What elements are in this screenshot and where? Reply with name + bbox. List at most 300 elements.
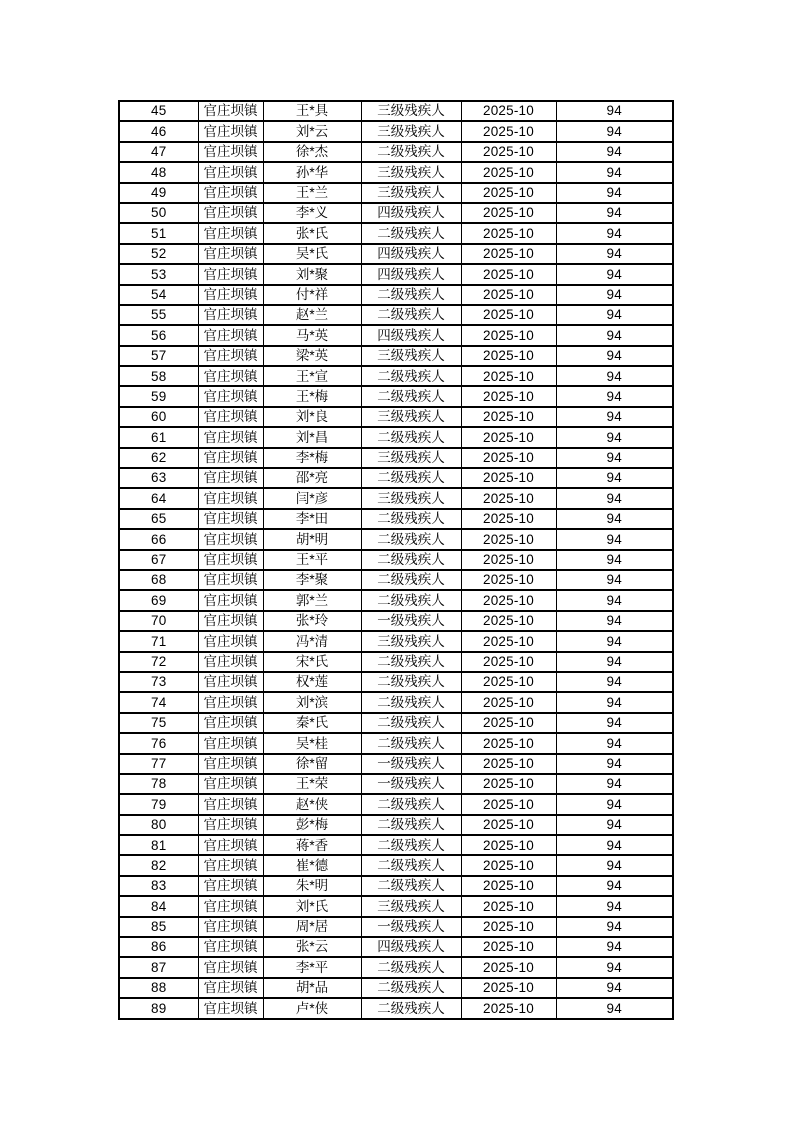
table-row <box>119 590 673 610</box>
cell-town: 官庄坝镇 <box>198 978 263 998</box>
cell-month: 2025-10 <box>461 386 556 406</box>
cell-sequence-number: 49 <box>119 183 198 203</box>
cell-sequence-number: 78 <box>119 774 198 794</box>
cell-town: 官庄坝镇 <box>198 652 263 672</box>
cell-amount: 94 <box>556 611 673 631</box>
cell-person-name: 刘*昌 <box>263 427 361 447</box>
cell-person-name: 李*田 <box>263 509 361 529</box>
subsidy-table <box>118 100 674 1020</box>
cell-sequence-number: 55 <box>119 305 198 325</box>
cell-person-name: 闫*彦 <box>263 488 361 508</box>
cell-amount: 94 <box>556 713 673 733</box>
cell-amount: 94 <box>556 692 673 712</box>
cell-sequence-number: 71 <box>119 631 198 651</box>
cell-disability-level: 二级残疾人 <box>361 998 461 1018</box>
cell-amount: 94 <box>556 203 673 223</box>
cell-month: 2025-10 <box>461 346 556 366</box>
cell-town: 官庄坝镇 <box>198 264 263 284</box>
cell-month: 2025-10 <box>461 815 556 835</box>
cell-town: 官庄坝镇 <box>198 223 263 243</box>
cell-amount: 94 <box>556 896 673 916</box>
cell-disability-level: 二级残疾人 <box>361 509 461 529</box>
cell-sequence-number: 81 <box>119 835 198 855</box>
cell-month: 2025-10 <box>461 611 556 631</box>
cell-month: 2025-10 <box>461 835 556 855</box>
cell-town: 官庄坝镇 <box>198 162 263 182</box>
cell-amount: 94 <box>556 244 673 264</box>
cell-town: 官庄坝镇 <box>198 998 263 1018</box>
cell-sequence-number: 77 <box>119 754 198 774</box>
cell-person-name: 蒋*香 <box>263 835 361 855</box>
cell-sequence-number: 56 <box>119 325 198 345</box>
cell-town: 官庄坝镇 <box>198 692 263 712</box>
cell-person-name: 权*莲 <box>263 672 361 692</box>
cell-person-name: 冯*清 <box>263 631 361 651</box>
cell-amount: 94 <box>556 876 673 896</box>
cell-town: 官庄坝镇 <box>198 855 263 875</box>
cell-disability-level: 三级残疾人 <box>361 183 461 203</box>
cell-disability-level: 二级残疾人 <box>361 672 461 692</box>
cell-amount: 94 <box>556 366 673 386</box>
cell-month: 2025-10 <box>461 672 556 692</box>
cell-month: 2025-10 <box>461 407 556 427</box>
cell-month: 2025-10 <box>461 876 556 896</box>
cell-town: 官庄坝镇 <box>198 427 263 447</box>
cell-sequence-number: 88 <box>119 978 198 998</box>
cell-disability-level: 一级残疾人 <box>361 774 461 794</box>
cell-town: 官庄坝镇 <box>198 590 263 610</box>
cell-disability-level: 四级残疾人 <box>361 203 461 223</box>
cell-month: 2025-10 <box>461 366 556 386</box>
table-row <box>119 631 673 651</box>
cell-person-name: 徐*留 <box>263 754 361 774</box>
cell-month: 2025-10 <box>461 896 556 916</box>
cell-disability-level: 二级残疾人 <box>361 835 461 855</box>
cell-amount: 94 <box>556 774 673 794</box>
table-row <box>119 611 673 631</box>
cell-person-name: 梁*英 <box>263 346 361 366</box>
cell-disability-level: 一级残疾人 <box>361 917 461 937</box>
cell-disability-level: 二级残疾人 <box>361 713 461 733</box>
cell-sequence-number: 74 <box>119 692 198 712</box>
cell-person-name: 周*居 <box>263 917 361 937</box>
cell-person-name: 赵*兰 <box>263 305 361 325</box>
cell-month: 2025-10 <box>461 285 556 305</box>
cell-person-name: 王*平 <box>263 550 361 570</box>
cell-disability-level: 三级残疾人 <box>361 346 461 366</box>
table-row <box>119 386 673 406</box>
cell-town: 官庄坝镇 <box>198 386 263 406</box>
table-row <box>119 121 673 141</box>
cell-sequence-number: 64 <box>119 488 198 508</box>
cell-month: 2025-10 <box>461 754 556 774</box>
cell-town: 官庄坝镇 <box>198 957 263 977</box>
cell-sequence-number: 46 <box>119 121 198 141</box>
cell-town: 官庄坝镇 <box>198 835 263 855</box>
cell-amount: 94 <box>556 407 673 427</box>
cell-sequence-number: 58 <box>119 366 198 386</box>
cell-town: 官庄坝镇 <box>198 713 263 733</box>
table-row <box>119 570 673 590</box>
cell-town: 官庄坝镇 <box>198 937 263 957</box>
table-row <box>119 264 673 284</box>
cell-disability-level: 二级残疾人 <box>361 529 461 549</box>
cell-disability-level: 二级残疾人 <box>361 427 461 447</box>
cell-disability-level: 二级残疾人 <box>361 794 461 814</box>
cell-month: 2025-10 <box>461 223 556 243</box>
cell-amount: 94 <box>556 346 673 366</box>
cell-amount: 94 <box>556 448 673 468</box>
cell-amount: 94 <box>556 815 673 835</box>
table-row <box>119 427 673 447</box>
cell-disability-level: 二级残疾人 <box>361 285 461 305</box>
table-row <box>119 774 673 794</box>
cell-month: 2025-10 <box>461 488 556 508</box>
cell-amount: 94 <box>556 631 673 651</box>
cell-month: 2025-10 <box>461 550 556 570</box>
cell-month: 2025-10 <box>461 590 556 610</box>
cell-month: 2025-10 <box>461 305 556 325</box>
cell-disability-level: 四级残疾人 <box>361 244 461 264</box>
cell-disability-level: 二级残疾人 <box>361 652 461 672</box>
cell-person-name: 张*玲 <box>263 611 361 631</box>
table-row <box>119 448 673 468</box>
cell-sequence-number: 60 <box>119 407 198 427</box>
cell-amount: 94 <box>556 917 673 937</box>
cell-amount: 94 <box>556 509 673 529</box>
cell-disability-level: 二级残疾人 <box>361 590 461 610</box>
cell-sequence-number: 68 <box>119 570 198 590</box>
cell-amount: 94 <box>556 305 673 325</box>
table-row <box>119 937 673 957</box>
cell-person-name: 刘*聚 <box>263 264 361 284</box>
table-row <box>119 957 673 977</box>
cell-town: 官庄坝镇 <box>198 285 263 305</box>
cell-town: 官庄坝镇 <box>198 407 263 427</box>
cell-month: 2025-10 <box>461 652 556 672</box>
cell-town: 官庄坝镇 <box>198 346 263 366</box>
cell-sequence-number: 83 <box>119 876 198 896</box>
table-row <box>119 183 673 203</box>
cell-month: 2025-10 <box>461 121 556 141</box>
cell-person-name: 王*梅 <box>263 386 361 406</box>
cell-sequence-number: 52 <box>119 244 198 264</box>
table-row <box>119 305 673 325</box>
table-row <box>119 488 673 508</box>
table-body <box>119 101 673 1019</box>
cell-person-name: 朱*明 <box>263 876 361 896</box>
cell-amount: 94 <box>556 855 673 875</box>
cell-amount: 94 <box>556 121 673 141</box>
cell-person-name: 邵*亮 <box>263 468 361 488</box>
cell-disability-level: 三级残疾人 <box>361 448 461 468</box>
cell-town: 官庄坝镇 <box>198 529 263 549</box>
table-row <box>119 325 673 345</box>
cell-town: 官庄坝镇 <box>198 203 263 223</box>
cell-sequence-number: 66 <box>119 529 198 549</box>
table-row <box>119 652 673 672</box>
cell-month: 2025-10 <box>461 468 556 488</box>
cell-town: 官庄坝镇 <box>198 754 263 774</box>
cell-amount: 94 <box>556 835 673 855</box>
cell-amount: 94 <box>556 529 673 549</box>
cell-town: 官庄坝镇 <box>198 794 263 814</box>
cell-disability-level: 四级残疾人 <box>361 264 461 284</box>
cell-disability-level: 二级残疾人 <box>361 550 461 570</box>
table-row <box>119 407 673 427</box>
cell-month: 2025-10 <box>461 733 556 753</box>
cell-disability-level: 二级残疾人 <box>361 570 461 590</box>
cell-disability-level: 一级残疾人 <box>361 611 461 631</box>
table-row <box>119 815 673 835</box>
table-row <box>119 529 673 549</box>
cell-amount: 94 <box>556 794 673 814</box>
cell-town: 官庄坝镇 <box>198 244 263 264</box>
cell-town: 官庄坝镇 <box>198 142 263 162</box>
cell-town: 官庄坝镇 <box>198 815 263 835</box>
table-row <box>119 896 673 916</box>
cell-sequence-number: 48 <box>119 162 198 182</box>
cell-amount: 94 <box>556 978 673 998</box>
cell-disability-level: 一级残疾人 <box>361 754 461 774</box>
cell-sequence-number: 87 <box>119 957 198 977</box>
cell-person-name: 李*聚 <box>263 570 361 590</box>
cell-person-name: 刘*良 <box>263 407 361 427</box>
cell-sequence-number: 72 <box>119 652 198 672</box>
cell-amount: 94 <box>556 142 673 162</box>
cell-month: 2025-10 <box>461 957 556 977</box>
cell-month: 2025-10 <box>461 917 556 937</box>
cell-disability-level: 二级残疾人 <box>361 366 461 386</box>
cell-month: 2025-10 <box>461 774 556 794</box>
cell-month: 2025-10 <box>461 427 556 447</box>
cell-sequence-number: 50 <box>119 203 198 223</box>
cell-amount: 94 <box>556 101 673 121</box>
cell-town: 官庄坝镇 <box>198 183 263 203</box>
cell-person-name: 崔*德 <box>263 855 361 875</box>
cell-month: 2025-10 <box>461 448 556 468</box>
cell-disability-level: 三级残疾人 <box>361 896 461 916</box>
cell-town: 官庄坝镇 <box>198 611 263 631</box>
cell-amount: 94 <box>556 998 673 1018</box>
cell-person-name: 王*兰 <box>263 183 361 203</box>
cell-month: 2025-10 <box>461 264 556 284</box>
cell-amount: 94 <box>556 427 673 447</box>
table-row <box>119 346 673 366</box>
cell-person-name: 马*英 <box>263 325 361 345</box>
cell-amount: 94 <box>556 957 673 977</box>
cell-person-name: 卢*侠 <box>263 998 361 1018</box>
cell-town: 官庄坝镇 <box>198 101 263 121</box>
cell-amount: 94 <box>556 285 673 305</box>
table-row <box>119 101 673 121</box>
cell-month: 2025-10 <box>461 162 556 182</box>
cell-amount: 94 <box>556 223 673 243</box>
cell-sequence-number: 54 <box>119 285 198 305</box>
cell-sequence-number: 80 <box>119 815 198 835</box>
cell-amount: 94 <box>556 264 673 284</box>
cell-disability-level: 三级残疾人 <box>361 631 461 651</box>
cell-person-name: 刘*氏 <box>263 896 361 916</box>
cell-disability-level: 二级残疾人 <box>361 978 461 998</box>
cell-person-name: 王*荣 <box>263 774 361 794</box>
cell-sequence-number: 61 <box>119 427 198 447</box>
cell-disability-level: 四级残疾人 <box>361 325 461 345</box>
table-row <box>119 203 673 223</box>
cell-month: 2025-10 <box>461 713 556 733</box>
table-row <box>119 876 673 896</box>
cell-person-name: 刘*滨 <box>263 692 361 712</box>
cell-person-name: 秦*氏 <box>263 713 361 733</box>
cell-disability-level: 二级残疾人 <box>361 733 461 753</box>
table-row <box>119 509 673 529</box>
cell-sequence-number: 79 <box>119 794 198 814</box>
cell-disability-level: 二级残疾人 <box>361 815 461 835</box>
table-row <box>119 244 673 264</box>
table-row <box>119 285 673 305</box>
table-row <box>119 754 673 774</box>
cell-town: 官庄坝镇 <box>198 509 263 529</box>
table-row <box>119 855 673 875</box>
cell-person-name: 赵*侠 <box>263 794 361 814</box>
cell-sequence-number: 86 <box>119 937 198 957</box>
cell-person-name: 徐*杰 <box>263 142 361 162</box>
table-row <box>119 733 673 753</box>
cell-month: 2025-10 <box>461 631 556 651</box>
cell-sequence-number: 85 <box>119 917 198 937</box>
cell-disability-level: 二级残疾人 <box>361 855 461 875</box>
cell-sequence-number: 69 <box>119 590 198 610</box>
cell-month: 2025-10 <box>461 183 556 203</box>
cell-sequence-number: 82 <box>119 855 198 875</box>
cell-sequence-number: 73 <box>119 672 198 692</box>
cell-sequence-number: 45 <box>119 101 198 121</box>
cell-disability-level: 三级残疾人 <box>361 162 461 182</box>
cell-sequence-number: 70 <box>119 611 198 631</box>
cell-disability-level: 二级残疾人 <box>361 223 461 243</box>
cell-person-name: 郭*兰 <box>263 590 361 610</box>
cell-sequence-number: 84 <box>119 896 198 916</box>
cell-month: 2025-10 <box>461 203 556 223</box>
cell-person-name: 胡*明 <box>263 529 361 549</box>
cell-town: 官庄坝镇 <box>198 121 263 141</box>
cell-person-name: 李*义 <box>263 203 361 223</box>
cell-disability-level: 二级残疾人 <box>361 876 461 896</box>
cell-person-name: 王*具 <box>263 101 361 121</box>
table-row <box>119 366 673 386</box>
cell-month: 2025-10 <box>461 509 556 529</box>
cell-sequence-number: 59 <box>119 386 198 406</box>
cell-amount: 94 <box>556 652 673 672</box>
table-row <box>119 223 673 243</box>
cell-amount: 94 <box>556 386 673 406</box>
cell-person-name: 彭*梅 <box>263 815 361 835</box>
cell-sequence-number: 57 <box>119 346 198 366</box>
cell-amount: 94 <box>556 754 673 774</box>
cell-town: 官庄坝镇 <box>198 672 263 692</box>
cell-month: 2025-10 <box>461 101 556 121</box>
cell-amount: 94 <box>556 488 673 508</box>
cell-person-name: 孙*华 <box>263 162 361 182</box>
cell-month: 2025-10 <box>461 142 556 162</box>
cell-town: 官庄坝镇 <box>198 774 263 794</box>
cell-disability-level: 二级残疾人 <box>361 468 461 488</box>
cell-person-name: 吴*桂 <box>263 733 361 753</box>
cell-amount: 94 <box>556 570 673 590</box>
cell-disability-level: 三级残疾人 <box>361 121 461 141</box>
cell-disability-level: 二级残疾人 <box>361 957 461 977</box>
cell-town: 官庄坝镇 <box>198 896 263 916</box>
cell-month: 2025-10 <box>461 937 556 957</box>
cell-sequence-number: 47 <box>119 142 198 162</box>
cell-sequence-number: 63 <box>119 468 198 488</box>
table-row <box>119 978 673 998</box>
table-row <box>119 998 673 1018</box>
cell-town: 官庄坝镇 <box>198 733 263 753</box>
cell-month: 2025-10 <box>461 570 556 590</box>
table-row <box>119 162 673 182</box>
cell-amount: 94 <box>556 468 673 488</box>
cell-amount: 94 <box>556 672 673 692</box>
cell-month: 2025-10 <box>461 529 556 549</box>
cell-amount: 94 <box>556 590 673 610</box>
cell-sequence-number: 65 <box>119 509 198 529</box>
cell-town: 官庄坝镇 <box>198 917 263 937</box>
cell-amount: 94 <box>556 325 673 345</box>
cell-person-name: 付*祥 <box>263 285 361 305</box>
cell-sequence-number: 76 <box>119 733 198 753</box>
cell-sequence-number: 75 <box>119 713 198 733</box>
cell-town: 官庄坝镇 <box>198 876 263 896</box>
cell-town: 官庄坝镇 <box>198 468 263 488</box>
cell-person-name: 刘*云 <box>263 121 361 141</box>
table-row <box>119 692 673 712</box>
cell-sequence-number: 62 <box>119 448 198 468</box>
cell-disability-level: 三级残疾人 <box>361 101 461 121</box>
cell-sequence-number: 89 <box>119 998 198 1018</box>
cell-town: 官庄坝镇 <box>198 570 263 590</box>
cell-month: 2025-10 <box>461 692 556 712</box>
cell-amount: 94 <box>556 162 673 182</box>
cell-month: 2025-10 <box>461 244 556 264</box>
table-row <box>119 142 673 162</box>
cell-person-name: 宋*氏 <box>263 652 361 672</box>
cell-amount: 94 <box>556 733 673 753</box>
cell-person-name: 李*平 <box>263 957 361 977</box>
cell-amount: 94 <box>556 183 673 203</box>
cell-person-name: 王*宣 <box>263 366 361 386</box>
cell-disability-level: 二级残疾人 <box>361 142 461 162</box>
table-row <box>119 917 673 937</box>
cell-town: 官庄坝镇 <box>198 488 263 508</box>
cell-month: 2025-10 <box>461 998 556 1018</box>
table-row <box>119 468 673 488</box>
cell-town: 官庄坝镇 <box>198 631 263 651</box>
cell-town: 官庄坝镇 <box>198 550 263 570</box>
cell-month: 2025-10 <box>461 855 556 875</box>
cell-disability-level: 二级残疾人 <box>361 692 461 712</box>
cell-disability-level: 二级残疾人 <box>361 305 461 325</box>
table-row <box>119 713 673 733</box>
cell-person-name: 吴*氏 <box>263 244 361 264</box>
cell-amount: 94 <box>556 550 673 570</box>
cell-person-name: 张*氏 <box>263 223 361 243</box>
table-row <box>119 672 673 692</box>
cell-disability-level: 三级残疾人 <box>361 488 461 508</box>
cell-sequence-number: 67 <box>119 550 198 570</box>
cell-sequence-number: 53 <box>119 264 198 284</box>
cell-disability-level: 二级残疾人 <box>361 386 461 406</box>
